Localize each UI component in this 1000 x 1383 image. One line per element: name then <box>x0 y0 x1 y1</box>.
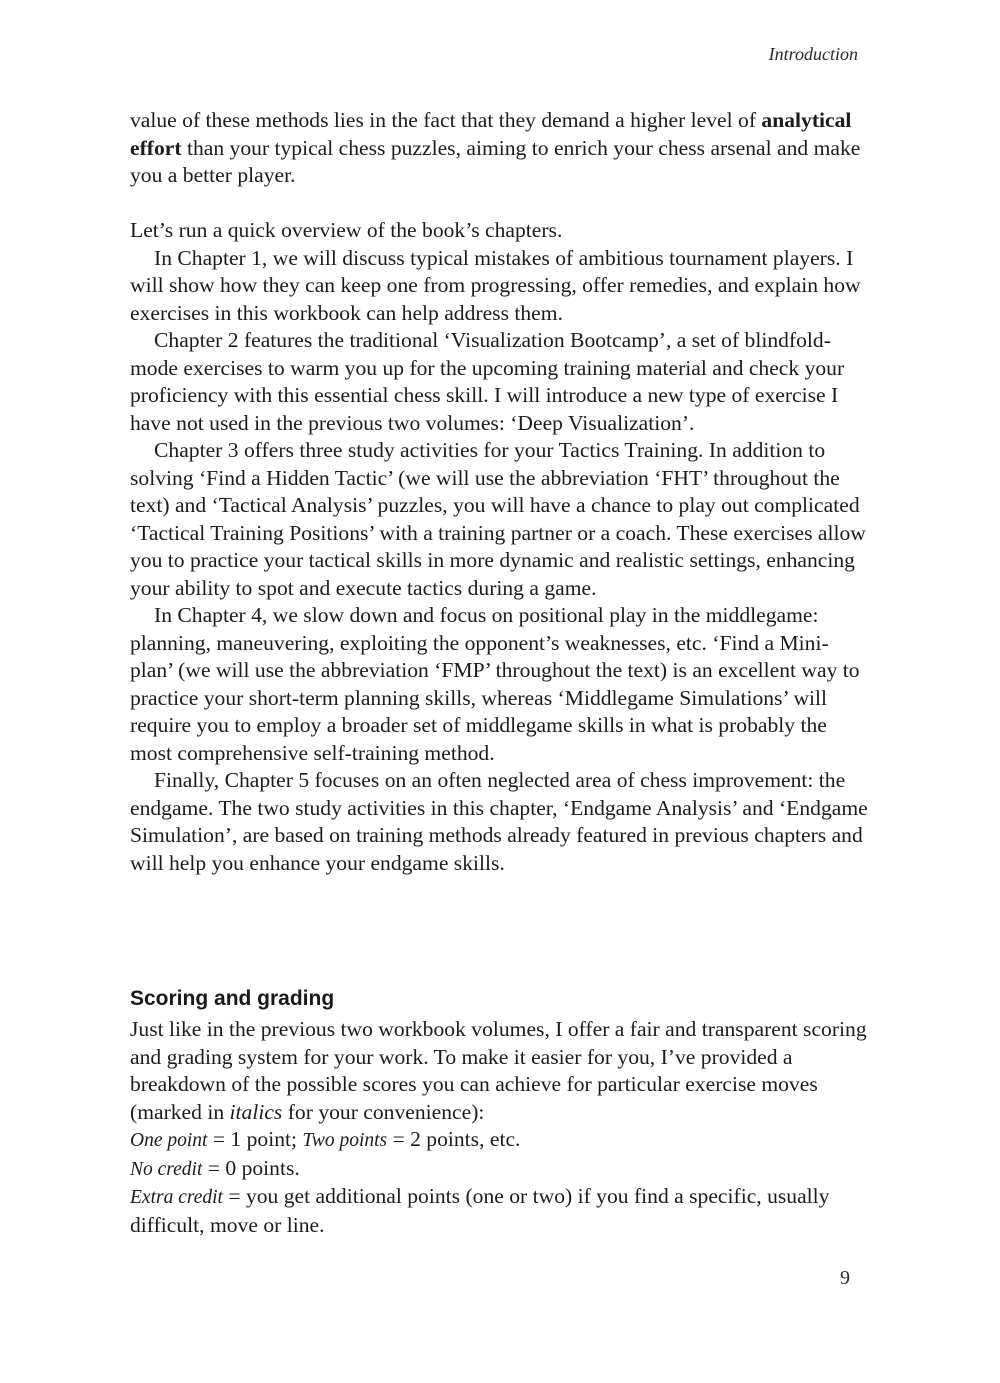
scoring-p1-italic: italics <box>229 1099 283 1124</box>
intro-body <box>130 107 870 877</box>
chapter-3-paragraph: Chapter 3 offers three study activities for your Tactics Training. In addition to solving ‘Find a Hidden Tactic’ (we will use the abbreviation ‘FHT’ throughout the text) and ‘Tactical Analysis’ puzzles, you will have a chance to play out complicated ‘Tactical Training Positions’ with a training partner or a coach. These exercises allow you to practice your tactical skills in more dynamic and realistic settings, enhancing your ability to spot and execute tactics during a game. <box>130 438 866 600</box>
no-credit-text: = 0 points. <box>202 1155 300 1180</box>
intro-p1-text-end: than your typical chess puzzles, aiming to enrich your chess arsenal and make you a better player. <box>130 135 861 187</box>
intro-p1-text-start: value of these methods lies in the fact that they demand a higher level of <box>130 108 762 132</box>
intro-paragraph-1 <box>130 107 870 190</box>
one-point-text: = 1 point; <box>207 1127 303 1151</box>
chapter-5-paragraph: Finally, Chapter 5 focuses on an often neglected area of chess improvement: the endgame. The two study activities in this chapter, ‘Endgame Analysis’ and ‘Endgame Simulation’, are based on training methods already featured in previous chapters and will help you enhance your endgame skills. <box>130 768 868 875</box>
chapter-2-paragraph: Chapter 2 features the traditional ‘Visualization Bootcamp’, a set of blindfold-mode exercises to warm you up for the upcoming training material and check your proficiency with this essential chess skill. I will introduce a new type of exercise I have not used in the previous two volumes: ‘Deep Visualization’. <box>130 328 845 435</box>
two-points-term: Two points <box>302 1130 388 1151</box>
chapter-1-paragraph: In Chapter 1, we will discuss typical mistakes of ambitious tournament players. I will show how they can keep one from progressing, offer remedies, and explain how exercises in this workbook can help address them. <box>130 245 861 325</box>
scoring-p1-text-start: Just like in the previous two workbook volumes, I offer a fair and transparent scoring and grading system for your work. To make it easier for you, I’ve provided a breakdown of the possible scores you can achieve for particular exercise moves (marked in <box>130 1017 867 1124</box>
scoring-paragraph <box>130 1016 870 1126</box>
page-number: 9 <box>840 1267 850 1289</box>
no-credit-term: No credit <box>130 1158 203 1180</box>
scoring-body <box>130 1016 870 1239</box>
two-points-text: = 2 points, etc. <box>387 1127 521 1151</box>
scoring-p1-text-end: for your convenience): <box>282 1099 485 1124</box>
chapter-4-paragraph: In Chapter 4, we slow down and focus on positional play in the middlegame: planning, maneuvering, exploiting the opponent’s weaknesses, etc. ‘Find a Mini-plan’ (we will use the abbreviation ‘FMP’ throughout the text) is an excellent way to practice your short-term planning skills, whereas ‘Middlegame Simulations’ will require you to employ a broader set of middlegame skills in what is probably the most comprehensive self-training method. <box>130 603 860 765</box>
intro-paragraph-2: Let’s run a quick overview of the book’s chapters. <box>130 218 563 242</box>
extra-credit-line <box>130 1183 870 1239</box>
one-point-term: One point <box>130 1130 208 1151</box>
running-head: Introduction <box>768 44 858 64</box>
intro-p1-bold: analytical effort <box>130 108 852 160</box>
no-credit-line <box>130 1155 870 1184</box>
extra-credit-term: Extra credit <box>130 1187 223 1208</box>
extra-credit-text: = you get additional points (one or two) if you find a specific, usually difficult, move or line. <box>130 1184 830 1237</box>
points-line <box>130 1126 870 1155</box>
section-heading-scoring: Scoring and grading <box>130 987 335 1010</box>
